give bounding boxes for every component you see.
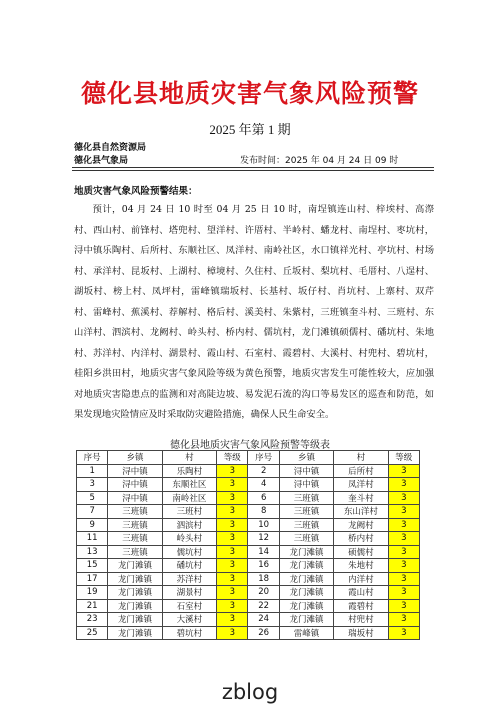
index-cell: 23 bbox=[77, 613, 108, 627]
village-cell: 瑞坂村 bbox=[334, 626, 388, 640]
index-cell: 21 bbox=[77, 599, 108, 613]
index-cell: 5 bbox=[77, 491, 108, 505]
town-cell: 三班镇 bbox=[108, 505, 162, 519]
level-cell: 3 bbox=[217, 613, 248, 627]
level-cell: 3 bbox=[388, 559, 419, 573]
header-divider bbox=[72, 167, 434, 168]
village-cell: 南岭社区 bbox=[162, 491, 216, 505]
village-cell: 湖景村 bbox=[162, 586, 216, 600]
level-cell: 3 bbox=[217, 626, 248, 640]
village-cell: 硕儒村 bbox=[334, 545, 388, 559]
result-paragraph: 预计，04 月 24 日 10 时至 04 月 25 日 10 时，南埕镇连山村、梓埃村、高漈村、西山村、前锋村、塔兜村、望洋村、许厝村、半岭村、蟠龙村、南埕村、枣坑村，浔中镇乐陶村、后所村、东顺社区、凤洋村、南岭社区，水口镇祥光村、亭坑村、村场村、承洋村、昆坂村、上湖村、樟境村、久住村、丘坂村、梨坑村、毛厝村、八逞村、湖坂村、榜上村、凤坪村，雷峰镇瑞坂村、长基村、坂仔村、肖坑村、上寨村、双芹村、雷峰村、蕉溪村、荐解村、格后村、溪美村、朱紫村，三班镇奎斗村、三班村、东山洋村、泗滨村、龙阙村、岭头村、桥内村、儒坑村，龙门滩镇硕儒村、磻坑村、朱地村、苏洋村、内洋村、湖景村、霞山村、石室村、霞碧村、大溪村、村兜村、碧坑村，桂阳乡洪田村，地质灾害气象风险等级为黄色预警，地质灾害发生可能性较大，应加强对地质灾害隐患点的监测和对高陡边坡、易发泥石流的沟口等易发区的巡查和防范，如果发现地灾险情应及时采取防灾避险措施，确保人民生命安全。 bbox=[74, 204, 434, 420]
town-cell: 浔中镇 bbox=[279, 464, 333, 478]
level-cell: 3 bbox=[217, 491, 248, 505]
village-cell: 朱地村 bbox=[334, 559, 388, 573]
town-cell: 三班镇 bbox=[108, 532, 162, 546]
level-cell: 3 bbox=[217, 518, 248, 532]
col-header: 村 bbox=[162, 451, 216, 465]
level-cell: 3 bbox=[388, 491, 419, 505]
index-cell: 19 bbox=[77, 586, 108, 600]
village-cell: 儒坑村 bbox=[162, 545, 216, 559]
town-cell: 浔中镇 bbox=[108, 464, 162, 478]
index-cell: 15 bbox=[77, 559, 108, 573]
level-cell: 3 bbox=[388, 518, 419, 532]
table-row bbox=[77, 532, 420, 546]
level-cell: 3 bbox=[388, 599, 419, 613]
town-cell: 三班镇 bbox=[279, 505, 333, 519]
col-header: 序号 bbox=[248, 451, 279, 465]
table-row bbox=[77, 613, 420, 627]
level-cell: 3 bbox=[217, 545, 248, 559]
village-cell: 东山洋村 bbox=[334, 505, 388, 519]
level-cell: 3 bbox=[388, 626, 419, 640]
table-row bbox=[77, 518, 420, 532]
table-row bbox=[77, 478, 420, 492]
town-cell: 龙门滩镇 bbox=[108, 586, 162, 600]
index-cell: 1 bbox=[77, 464, 108, 478]
index-cell: 6 bbox=[248, 491, 279, 505]
table-row bbox=[77, 559, 420, 573]
warning-level-table bbox=[76, 450, 420, 640]
index-cell: 17 bbox=[77, 572, 108, 586]
level-cell: 3 bbox=[388, 545, 419, 559]
col-header: 村 bbox=[334, 451, 388, 465]
town-cell: 三班镇 bbox=[279, 532, 333, 546]
table-row bbox=[77, 599, 420, 613]
issue-number: 2025 年第 1 期 bbox=[209, 122, 291, 137]
village-cell: 后所村 bbox=[334, 464, 388, 478]
town-cell: 龙门滩镇 bbox=[279, 586, 333, 600]
town-cell: 龙门滩镇 bbox=[279, 572, 333, 586]
index-cell: 26 bbox=[248, 626, 279, 640]
table-row bbox=[77, 586, 420, 600]
index-cell: 18 bbox=[248, 572, 279, 586]
table-title: 德化县地质灾害气象风险预警等级表 bbox=[170, 440, 330, 451]
issuing-agency-weather: 德化县气象局 bbox=[74, 156, 129, 166]
town-cell: 龙门滩镇 bbox=[108, 599, 162, 613]
level-cell: 3 bbox=[217, 599, 248, 613]
level-cell: 3 bbox=[388, 532, 419, 546]
village-cell: 乐陶村 bbox=[162, 464, 216, 478]
table-row bbox=[77, 464, 420, 478]
town-cell: 三班镇 bbox=[108, 518, 162, 532]
village-cell: 东顺社区 bbox=[162, 478, 216, 492]
index-cell: 22 bbox=[248, 599, 279, 613]
level-cell: 3 bbox=[388, 505, 419, 519]
col-header: 序号 bbox=[77, 451, 108, 465]
village-cell: 霞碧村 bbox=[334, 599, 388, 613]
town-cell: 龙门滩镇 bbox=[279, 599, 333, 613]
index-cell: 13 bbox=[77, 545, 108, 559]
index-cell: 14 bbox=[248, 545, 279, 559]
index-cell: 9 bbox=[77, 518, 108, 532]
index-cell: 12 bbox=[248, 532, 279, 546]
village-cell: 石室村 bbox=[162, 599, 216, 613]
level-cell: 3 bbox=[388, 613, 419, 627]
issuing-agency-resources: 德化县自然资源局 bbox=[74, 143, 147, 153]
table-row bbox=[77, 491, 420, 505]
index-cell: 20 bbox=[248, 586, 279, 600]
index-cell: 3 bbox=[77, 478, 108, 492]
town-cell: 三班镇 bbox=[108, 545, 162, 559]
table-row bbox=[77, 505, 420, 519]
level-cell: 3 bbox=[217, 586, 248, 600]
table-header-row bbox=[77, 451, 420, 465]
index-cell: 10 bbox=[248, 518, 279, 532]
town-cell: 浔中镇 bbox=[279, 478, 333, 492]
village-cell: 泗滨村 bbox=[162, 518, 216, 532]
index-cell: 11 bbox=[77, 532, 108, 546]
header-divider-thin bbox=[72, 170, 434, 171]
level-cell: 3 bbox=[388, 586, 419, 600]
village-cell: 磻坑村 bbox=[162, 559, 216, 573]
level-cell: 3 bbox=[388, 464, 419, 478]
town-cell: 雷峰镇 bbox=[279, 626, 333, 640]
col-header: 乡镇 bbox=[108, 451, 162, 465]
village-cell: 桥内村 bbox=[334, 532, 388, 546]
town-cell: 浔中镇 bbox=[108, 478, 162, 492]
col-header: 等级 bbox=[217, 451, 248, 465]
level-cell: 3 bbox=[217, 532, 248, 546]
village-cell: 奎斗村 bbox=[334, 491, 388, 505]
town-cell: 龙门滩镇 bbox=[108, 559, 162, 573]
document-title: 德化县地质灾害气象风险预警 bbox=[80, 79, 419, 108]
village-cell: 碧坑村 bbox=[162, 626, 216, 640]
town-cell: 龙门滩镇 bbox=[279, 545, 333, 559]
level-cell: 3 bbox=[217, 505, 248, 519]
index-cell: 16 bbox=[248, 559, 279, 573]
town-cell: 龙门滩镇 bbox=[108, 572, 162, 586]
level-cell: 3 bbox=[388, 572, 419, 586]
town-cell: 龙门滩镇 bbox=[279, 559, 333, 573]
village-cell: 龙阙村 bbox=[334, 518, 388, 532]
index-cell: 2 bbox=[248, 464, 279, 478]
village-cell: 岭头村 bbox=[162, 532, 216, 546]
village-cell: 大溪村 bbox=[162, 613, 216, 627]
watermark-text: zblog bbox=[221, 680, 279, 704]
level-cell: 3 bbox=[217, 478, 248, 492]
index-cell: 7 bbox=[77, 505, 108, 519]
index-cell: 4 bbox=[248, 478, 279, 492]
town-cell: 龙门滩镇 bbox=[108, 613, 162, 627]
village-cell: 霞山村 bbox=[334, 586, 388, 600]
village-cell: 村兜村 bbox=[334, 613, 388, 627]
level-cell: 3 bbox=[217, 572, 248, 586]
col-header: 等级 bbox=[388, 451, 419, 465]
level-cell: 3 bbox=[217, 559, 248, 573]
town-cell: 三班镇 bbox=[279, 518, 333, 532]
level-cell: 3 bbox=[388, 478, 419, 492]
village-cell: 三班村 bbox=[162, 505, 216, 519]
town-cell: 浔中镇 bbox=[108, 491, 162, 505]
town-cell: 三班镇 bbox=[279, 491, 333, 505]
village-cell: 凤洋村 bbox=[334, 478, 388, 492]
index-cell: 8 bbox=[248, 505, 279, 519]
village-cell: 内洋村 bbox=[334, 572, 388, 586]
index-cell: 25 bbox=[77, 626, 108, 640]
table-row bbox=[77, 572, 420, 586]
town-cell: 龙门滩镇 bbox=[108, 626, 162, 640]
col-header: 乡镇 bbox=[279, 451, 333, 465]
index-cell: 24 bbox=[248, 613, 279, 627]
publish-time: 发布时间：2025 年 04 月 24 日 09 时 bbox=[240, 156, 399, 166]
table-row bbox=[77, 545, 420, 559]
town-cell: 龙门滩镇 bbox=[279, 613, 333, 627]
table-row bbox=[77, 626, 420, 640]
level-cell: 3 bbox=[217, 464, 248, 478]
village-cell: 苏洋村 bbox=[162, 572, 216, 586]
result-heading: 地质灾害气象风险预警结果： bbox=[74, 186, 198, 197]
